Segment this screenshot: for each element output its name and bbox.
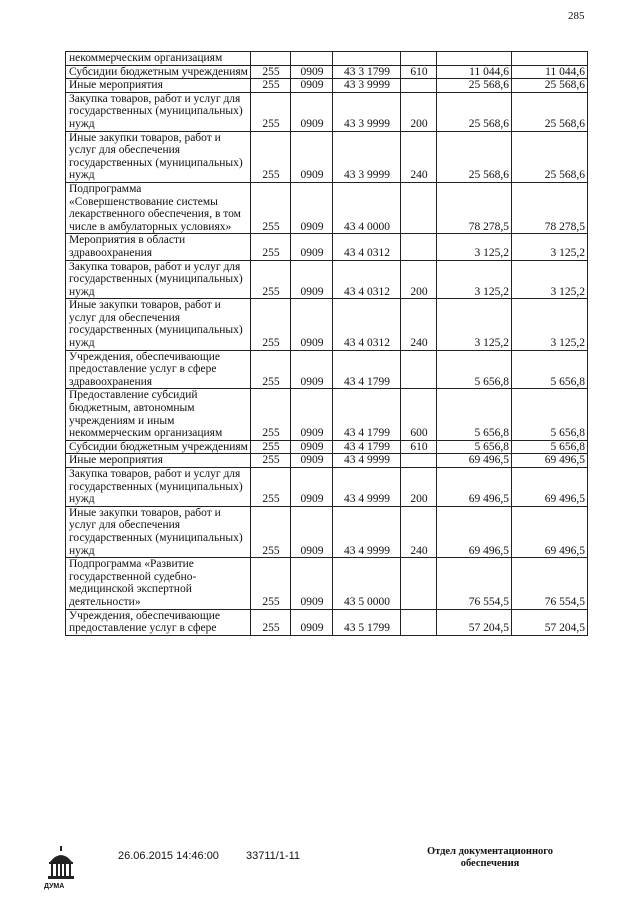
row-vr: [401, 52, 437, 66]
page-footer: [0, 846, 640, 896]
row-razdel: 0909: [291, 506, 333, 557]
row-sum-1: 3 125,2: [437, 299, 512, 350]
row-sum-1: 5 656,8: [437, 350, 512, 389]
row-csr: 43 3 9999: [333, 131, 401, 182]
row-csr: 43 4 9999: [333, 468, 401, 507]
table-row: [66, 440, 588, 454]
row-vr: 610: [401, 65, 437, 79]
row-sum-2: 11 044,6: [512, 65, 588, 79]
row-csr: 43 4 1799: [333, 350, 401, 389]
row-name: Мероприятия в области здравоохранения: [66, 234, 251, 260]
row-sum-1: 25 568,6: [437, 131, 512, 182]
row-razdel: 0909: [291, 65, 333, 79]
row-csr: 43 4 0312: [333, 260, 401, 299]
row-sum-2: 25 568,6: [512, 79, 588, 93]
row-sum-2: 5 656,8: [512, 440, 588, 454]
row-sum-1: 11 044,6: [437, 65, 512, 79]
row-ved: 255: [251, 350, 291, 389]
budget-table: [65, 51, 588, 636]
row-vr: [401, 609, 437, 635]
table-row: [66, 79, 588, 93]
row-sum-2: 3 125,2: [512, 260, 588, 299]
row-csr: 43 4 1799: [333, 440, 401, 454]
row-razdel: 0909: [291, 234, 333, 260]
row-sum-2: 69 496,5: [512, 468, 588, 507]
row-razdel: 0909: [291, 350, 333, 389]
row-ved: 255: [251, 131, 291, 182]
row-sum-2: 78 278,5: [512, 182, 588, 233]
table-row: [66, 182, 588, 233]
row-sum-1: 78 278,5: [437, 182, 512, 233]
row-ved: 255: [251, 65, 291, 79]
row-ved: 255: [251, 79, 291, 93]
row-razdel: 0909: [291, 182, 333, 233]
row-ved: [251, 52, 291, 66]
row-sum-1: 5 656,8: [437, 389, 512, 440]
row-csr: [333, 52, 401, 66]
row-ved: 255: [251, 389, 291, 440]
row-sum-2: [512, 52, 588, 66]
footer-department: Отдел документационного обеспечения: [426, 846, 554, 869]
row-name: Иные закупки товаров, работ и услуг для обеспечения государственных (муниципальных) нужд: [66, 506, 251, 557]
row-csr: 43 4 9999: [333, 506, 401, 557]
row-razdel: 0909: [291, 299, 333, 350]
row-sum-1: 69 496,5: [437, 468, 512, 507]
row-vr: [401, 558, 437, 609]
row-razdel: 0909: [291, 454, 333, 468]
row-name: Учреждения, обеспечивающие предоставление услуг в сфере здравоохранения: [66, 350, 251, 389]
row-razdel: 0909: [291, 92, 333, 131]
row-vr: 600: [401, 389, 437, 440]
row-razdel: 0909: [291, 131, 333, 182]
row-vr: [401, 454, 437, 468]
row-csr: 43 3 9999: [333, 79, 401, 93]
table-row: [66, 389, 588, 440]
row-sum-2: 76 554,5: [512, 558, 588, 609]
row-sum-1: 25 568,6: [437, 79, 512, 93]
row-csr: 43 4 1799: [333, 389, 401, 440]
row-sum-2: 25 568,6: [512, 131, 588, 182]
row-csr: 43 5 0000: [333, 558, 401, 609]
row-ved: 255: [251, 558, 291, 609]
row-vr: 200: [401, 92, 437, 131]
footer-datetime: 26.06.2015 14:46:00: [118, 850, 219, 862]
footer-doc-number: 33711/1-11: [246, 850, 301, 862]
row-vr: 240: [401, 131, 437, 182]
row-name: Иные мероприятия: [66, 454, 251, 468]
row-csr: 43 4 9999: [333, 454, 401, 468]
row-razdel: 0909: [291, 558, 333, 609]
row-csr: 43 3 1799: [333, 65, 401, 79]
row-sum-1: 25 568,6: [437, 92, 512, 131]
row-ved: 255: [251, 299, 291, 350]
row-name: Закупка товаров, работ и услуг для государственных (муниципальных) нужд: [66, 468, 251, 507]
row-razdel: [291, 52, 333, 66]
row-name: Иные закупки товаров, работ и услуг для обеспечения государственных (муниципальных) нужд: [66, 131, 251, 182]
table-row: [66, 558, 588, 609]
row-csr: 43 4 0000: [333, 182, 401, 233]
row-vr: 240: [401, 506, 437, 557]
row-ved: 255: [251, 609, 291, 635]
row-razdel: 0909: [291, 440, 333, 454]
logo-caption: ДУМА: [44, 883, 65, 890]
table-row: [66, 454, 588, 468]
row-sum-1: [437, 52, 512, 66]
table-row: [66, 131, 588, 182]
row-name: Предоставление субсидий бюджетным, автономным учреждениям и иным некоммерческим организациям: [66, 389, 251, 440]
table-row: [66, 468, 588, 507]
table-row: [66, 506, 588, 557]
row-sum-1: 57 204,5: [437, 609, 512, 635]
table-row: [66, 609, 588, 635]
row-name: Учреждения, обеспечивающие предоставление услуг в сфере: [66, 609, 251, 635]
row-csr: 43 5 1799: [333, 609, 401, 635]
row-name: Закупка товаров, работ и услуг для государственных (муниципальных) нужд: [66, 92, 251, 131]
row-razdel: 0909: [291, 389, 333, 440]
row-vr: [401, 182, 437, 233]
row-sum-2: 5 656,8: [512, 389, 588, 440]
row-sum-1: 3 125,2: [437, 260, 512, 299]
row-name: Субсидии бюджетным учреждениям: [66, 440, 251, 454]
row-sum-2: 69 496,5: [512, 506, 588, 557]
row-name: Иные закупки товаров, работ и услуг для обеспечения государственных (муниципальных) нужд: [66, 299, 251, 350]
row-sum-2: 5 656,8: [512, 350, 588, 389]
duma-emblem-icon: [46, 846, 76, 882]
row-ved: 255: [251, 260, 291, 299]
table-row: [66, 65, 588, 79]
row-ved: 255: [251, 92, 291, 131]
row-razdel: 0909: [291, 260, 333, 299]
table-row: [66, 52, 588, 66]
row-name: Подпрограмма «Развитие государственной судебно-медицинской экспертной деятельности»: [66, 558, 251, 609]
row-sum-1: 69 496,5: [437, 506, 512, 557]
row-csr: 43 3 9999: [333, 92, 401, 131]
row-vr: 240: [401, 299, 437, 350]
row-csr: 43 4 0312: [333, 299, 401, 350]
row-vr: 200: [401, 260, 437, 299]
table-row: [66, 260, 588, 299]
row-razdel: 0909: [291, 468, 333, 507]
row-sum-2: 3 125,2: [512, 234, 588, 260]
row-sum-2: 69 496,5: [512, 454, 588, 468]
row-vr: [401, 79, 437, 93]
row-sum-1: 3 125,2: [437, 234, 512, 260]
row-vr: 610: [401, 440, 437, 454]
row-name: некоммерческим организациям: [66, 52, 251, 66]
row-name: Закупка товаров, работ и услуг для государственных (муниципальных) нужд: [66, 260, 251, 299]
row-vr: [401, 234, 437, 260]
row-ved: 255: [251, 234, 291, 260]
row-sum-2: 25 568,6: [512, 92, 588, 131]
page-number: 285: [568, 10, 585, 22]
row-csr: 43 4 0312: [333, 234, 401, 260]
row-vr: 200: [401, 468, 437, 507]
row-sum-2: 3 125,2: [512, 299, 588, 350]
table-row: [66, 92, 588, 131]
row-name: Подпрограмма «Совершенствование системы лекарственного обеспечения, в том числе в амбулаторных условиях»: [66, 182, 251, 233]
row-ved: 255: [251, 468, 291, 507]
row-name: Иные мероприятия: [66, 79, 251, 93]
row-sum-1: 69 496,5: [437, 454, 512, 468]
row-sum-2: 57 204,5: [512, 609, 588, 635]
table-row: [66, 234, 588, 260]
row-sum-1: 5 656,8: [437, 440, 512, 454]
table-row: [66, 299, 588, 350]
row-vr: [401, 350, 437, 389]
row-ved: 255: [251, 454, 291, 468]
row-razdel: 0909: [291, 609, 333, 635]
row-ved: 255: [251, 506, 291, 557]
row-name: Субсидии бюджетным учреждениям: [66, 65, 251, 79]
row-sum-1: 76 554,5: [437, 558, 512, 609]
row-ved: 255: [251, 182, 291, 233]
row-razdel: 0909: [291, 79, 333, 93]
row-ved: 255: [251, 440, 291, 454]
table-row: [66, 350, 588, 389]
